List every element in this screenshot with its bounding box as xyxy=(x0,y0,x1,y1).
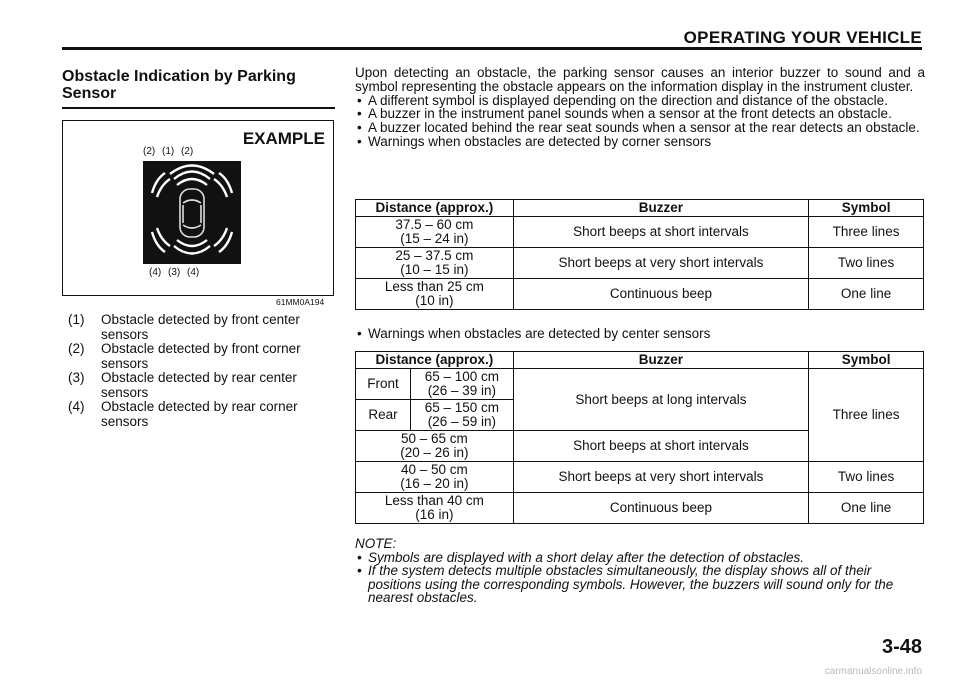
parking-display-illustration xyxy=(143,161,241,264)
table-row: Rear 65 – 150 cm (26 – 59 in) xyxy=(356,400,924,431)
legend-item: (4) Obstacle detected by rear corner sensors xyxy=(68,399,298,429)
table-row: Less than 25 cm (10 in) Continuous beep One line xyxy=(356,279,924,310)
example-label: EXAMPLE xyxy=(242,129,325,148)
table-row: 37.5 – 60 cm (15 – 24 in) Short beeps at short intervals Three lines xyxy=(356,217,924,248)
note-bullets xyxy=(355,551,925,605)
note-label: NOTE: xyxy=(355,536,397,551)
bullet-item: • A buzzer located behind the rear seat sounds when a sensor at the rear detects an obstacle. xyxy=(355,121,925,135)
table-row: 40 – 50 cm (16 – 20 in) Short beeps at very short intervals Two lines xyxy=(356,462,924,493)
note-block xyxy=(355,537,925,605)
col-buzzer: Buzzer xyxy=(513,200,808,217)
col-distance: Distance (approx.) xyxy=(356,352,514,369)
page-number: 3-48 xyxy=(881,636,922,658)
figure-top-labels: (2) (1) (2) xyxy=(143,146,194,157)
legend-item: (3) Obstacle detected by rear center sensors xyxy=(68,370,297,400)
intro-paragraph: Upon detecting an obstacle, the parking sensor causes an interior buzzer to sound and a symbol representing the obstacle appears on the information display in the instrument cluster. xyxy=(355,65,925,94)
figure-bottom-labels: (4) (3) (4) xyxy=(149,267,200,278)
col-distance: Distance (approx.) xyxy=(356,200,514,217)
table-row: 50 – 65 cm (20 – 26 in) Short beeps at short intervals xyxy=(356,431,924,462)
table-row: Less than 40 cm (16 in) Continuous beep One line xyxy=(356,493,924,524)
intro-bullets xyxy=(355,94,925,149)
example-figure xyxy=(62,120,334,296)
section-rule xyxy=(62,107,335,109)
center-sensor-table xyxy=(355,351,924,524)
car-sensor-icon xyxy=(143,161,241,264)
intro-text xyxy=(355,66,925,149)
col-symbol: Symbol xyxy=(809,352,924,369)
bullet-item: • Symbols are displayed with a short delay after the detection of obstacles. xyxy=(355,551,925,565)
table-header-row xyxy=(356,352,924,369)
header-rule xyxy=(62,47,922,50)
bullet-item: • A buzzer in the instrument panel sounds when a sensor at the front detects an obstacle. xyxy=(355,107,925,121)
table-row: 25 – 37.5 cm (10 – 15 in) Short beeps at very short intervals Two lines xyxy=(356,248,924,279)
figure-code: 61MM0A194 xyxy=(276,297,325,307)
bullet-item: • If the system detects multiple obstacles simultaneously, the display shows all of their positions using the corresponding symbols. However, the buzzers will sound only for the nearest obstacles. xyxy=(355,564,925,605)
bullet-item: • A different symbol is displayed depending on the direction and distance of the obstacle. xyxy=(355,94,925,108)
watermark: carmanualsonline.info xyxy=(824,666,922,677)
table-header-row xyxy=(356,200,924,217)
bullet-item: • Warnings when obstacles are detected by corner sensors xyxy=(355,135,925,149)
col-buzzer: Buzzer xyxy=(513,352,808,369)
legend-item: (2) Obstacle detected by front corner sensors xyxy=(68,341,301,371)
corner-sensor-table xyxy=(355,199,924,310)
table-row: Front 65 – 100 cm (26 – 39 in) Short beeps at long intervals Three lines xyxy=(356,369,924,400)
header-title: OPERATING YOUR VEHICLE xyxy=(683,28,922,47)
legend-item: (1) Obstacle detected by front center sensors xyxy=(68,312,300,342)
table2-caption: • Warnings when obstacles are detected by center sensors xyxy=(355,326,710,341)
section-title: Obstacle Indication by Parking Sensor xyxy=(62,68,296,102)
col-symbol: Symbol xyxy=(809,200,924,217)
figure-legend xyxy=(68,313,340,429)
